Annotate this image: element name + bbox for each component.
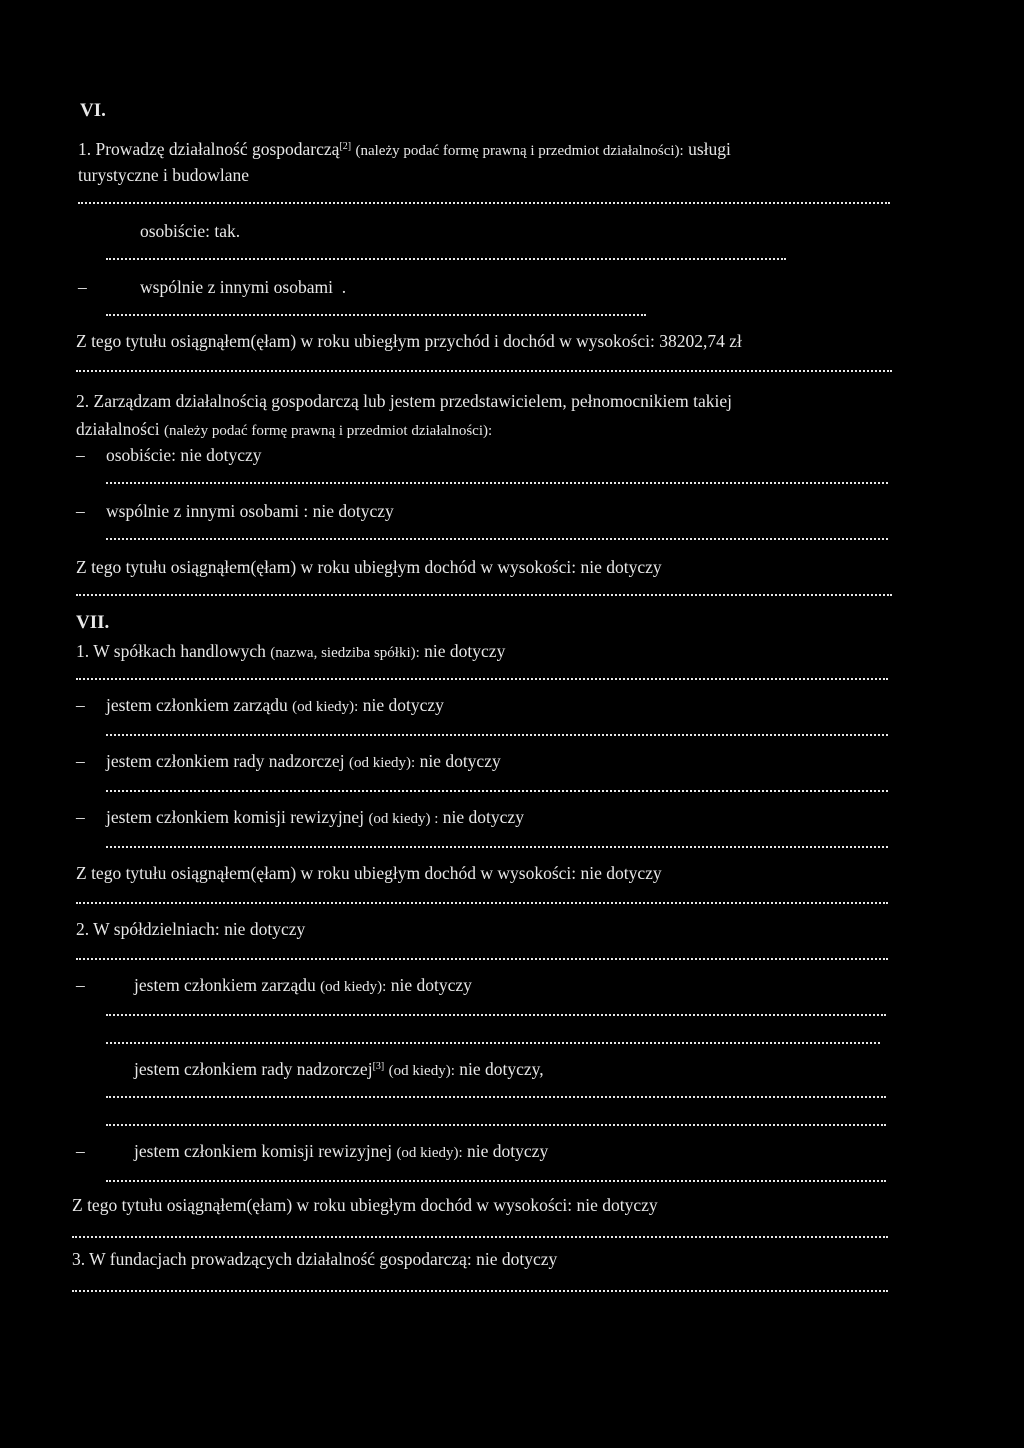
item-number: 1.: [76, 641, 90, 661]
supervisory-line: [106, 750, 501, 774]
section-vii-item3-line: 3. W fundacjach prowadzących działalność gospodarczą: nie dotyczy: [72, 1249, 558, 1269]
item-text: jestem członkiem rady nadzorczej: [106, 751, 345, 771]
item-hint: (od kiedy):: [348, 755, 416, 771]
section-vii-heading: VII.: [76, 612, 110, 633]
item-text: jestem członkiem komisji rewizyjnej: [134, 1141, 393, 1161]
dash-mark: –: [76, 445, 85, 465]
dotted-line: [106, 1096, 886, 1098]
dotted-line: [72, 1290, 888, 1292]
section-vi-item1-line2: turystyczne i budowlane: [78, 165, 250, 185]
dotted-line: [76, 678, 888, 680]
jointly-mark: .: [341, 277, 347, 297]
section-vi-item2-line1: 2. Zarządzam działalnością gospodarczą lub jestem przedstawicielem, pełnomocnikiem takiej: [76, 391, 732, 411]
dotted-line: [106, 846, 888, 848]
dash-mark: –: [76, 751, 85, 771]
dotted-line: [76, 958, 888, 960]
dotted-line: [76, 594, 892, 596]
audit-line: [106, 806, 524, 830]
item-text: jestem członkiem komisji rewizyjnej: [106, 807, 365, 827]
income-line: Z tego tytułu osiągnąłem(ęłam) w roku ubiegłym dochód w wysokości: nie dotyczy: [72, 1195, 658, 1215]
item-hint: (od kiedy) :: [368, 811, 439, 827]
item-value: nie dotyczy: [419, 751, 501, 771]
item-hint: (od kiedy):: [320, 979, 387, 995]
item-hint: (od kiedy):: [292, 699, 359, 715]
item-value: nie dotyczy: [467, 1141, 549, 1161]
item-value: usługi: [688, 139, 731, 159]
dash-mark: –: [76, 807, 85, 827]
income-line: Z tego tytułu osiągnąłem(ęłam) w roku ubiegłym dochód w wysokości: nie dotyczy: [76, 863, 662, 883]
coop-audit-line: [134, 1140, 548, 1164]
item-text: działalności: [76, 419, 160, 439]
item-hint: (od kiedy):: [388, 1063, 455, 1079]
footnote-ref: [3]: [372, 1061, 385, 1072]
jointly-text: wspólnie z innymi osobami: [140, 277, 333, 297]
dotted-line: [76, 370, 892, 372]
dash-mark: –: [76, 975, 85, 995]
item-text: Prowadzę działalność gospodarczą: [95, 139, 340, 159]
item-text: W spółkach handlowych: [93, 641, 266, 661]
dotted-line: [106, 1014, 886, 1016]
section-vi-item1-line1: [78, 136, 731, 162]
section-vii-item2-line: 2. W spółdzielniach: nie dotyczy: [76, 919, 306, 939]
item-hint: (należy podać formę prawną i przedmiot działalności):: [355, 143, 684, 159]
dotted-line: [106, 790, 888, 792]
dotted-line: [106, 1042, 880, 1044]
item-value: nie dotyczy,: [459, 1059, 544, 1079]
item-hint: (nazwa, siedziba spółki):: [270, 645, 420, 661]
footnote-ref: [2]: [339, 141, 352, 152]
item-text: jestem członkiem zarządu: [134, 975, 316, 995]
dash-mark: –: [76, 1141, 85, 1161]
dotted-line: [72, 1236, 888, 1238]
jointly-line: [140, 276, 346, 298]
dotted-line: [106, 734, 888, 736]
dotted-line: [78, 202, 890, 204]
board-line: [106, 694, 444, 718]
dash-mark: –: [76, 501, 85, 521]
dotted-line: [106, 482, 888, 484]
item-value: nie dotyczy: [442, 807, 524, 827]
dotted-line: [106, 1180, 886, 1182]
item-hint: (należy podać formę prawną i przedmiot działalności):: [163, 423, 493, 439]
item-value: nie dotyczy: [424, 641, 506, 661]
item-number: 1.: [78, 139, 92, 159]
coop-supervisory-line: [134, 1056, 544, 1082]
dotted-line: [106, 538, 888, 540]
item-text: jestem członkiem rady nadzorczej: [134, 1059, 373, 1079]
dash-mark: –: [78, 277, 87, 297]
dotted-line: [76, 902, 888, 904]
personally-line: osobiście: nie dotyczy: [106, 445, 262, 465]
dash-mark: –: [76, 695, 85, 715]
income-line: Z tego tytułu osiągnąłem(ęłam) w roku ubiegłym dochód w wysokości: nie dotyczy: [76, 557, 662, 577]
section-vi-item2-line2: [76, 418, 492, 442]
jointly-line: wspólnie z innymi osobami : nie dotyczy: [106, 501, 394, 521]
coop-board-line: [134, 974, 472, 998]
section-vi-heading: VI.: [80, 100, 106, 121]
item-hint: (od kiedy):: [396, 1145, 463, 1161]
item-value: nie dotyczy: [362, 695, 444, 715]
dotted-line: [106, 314, 646, 316]
section-vii-item1-line: [76, 640, 505, 664]
income-line: Z tego tytułu osiągnąłem(ęłam) w roku ubiegłym przychód i dochód w wysokości: 38202,74 zł: [76, 331, 742, 351]
dotted-line: [106, 258, 786, 260]
item-text: jestem członkiem zarządu: [106, 695, 288, 715]
item-value: nie dotyczy: [390, 975, 472, 995]
personally-line: osobiście: tak.: [140, 221, 241, 241]
dotted-line: [106, 1124, 886, 1126]
